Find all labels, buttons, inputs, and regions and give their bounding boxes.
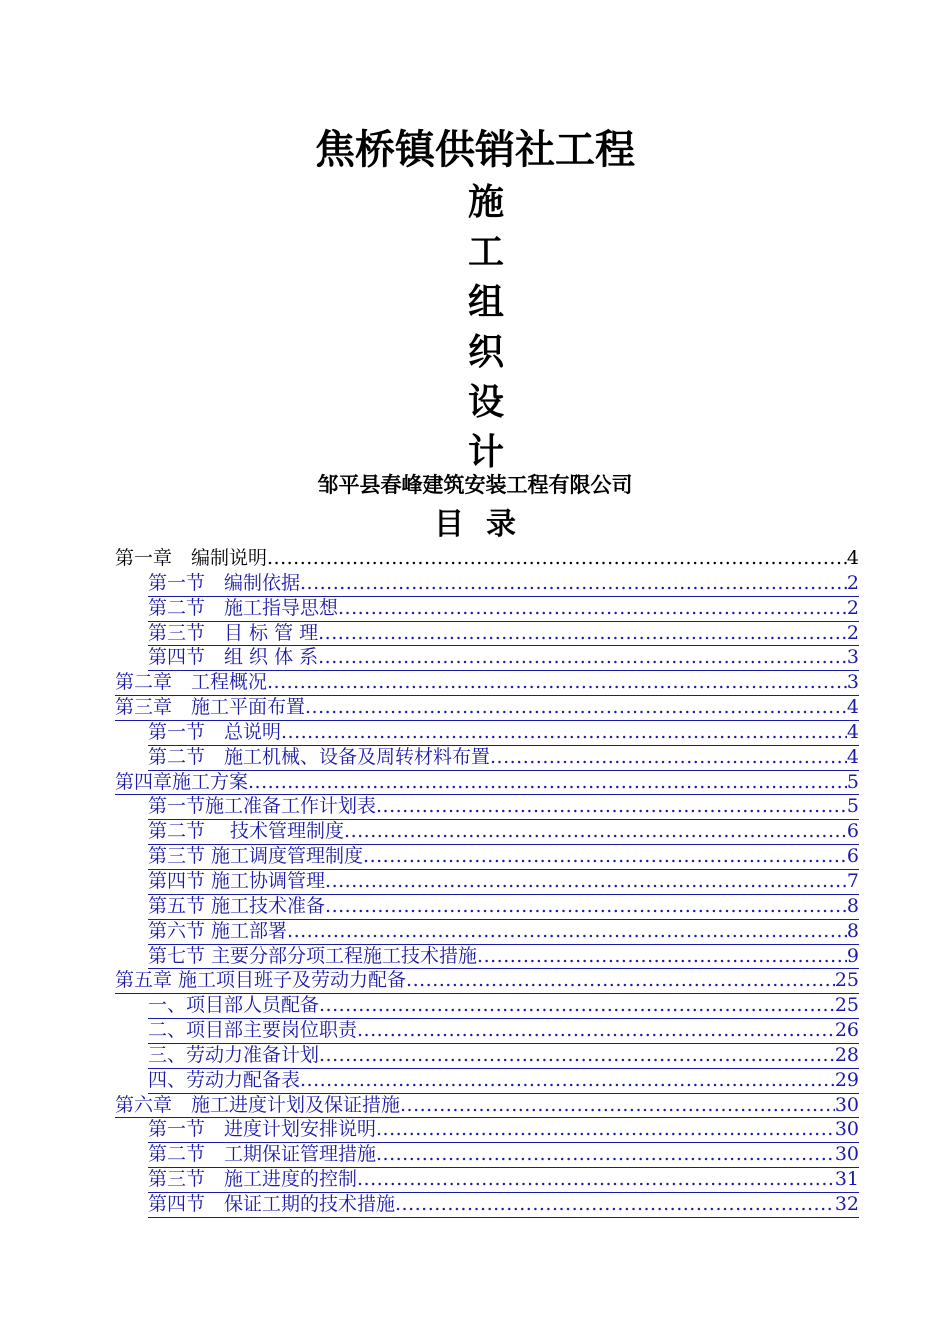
- toc-section-link[interactable]: [148, 993, 859, 1019]
- toc-entry: [115, 968, 859, 993]
- toc-entry-label: 第三节 施工调度管理制度: [148, 844, 363, 870]
- toc-page-number: 30: [835, 1142, 859, 1168]
- toc-page-number: 2: [847, 596, 859, 622]
- toc-entry: [115, 894, 859, 919]
- toc-page-number: 3: [847, 670, 859, 696]
- toc-page-number: 4: [846, 547, 859, 569]
- toc-entry: [115, 993, 859, 1018]
- toc-entry-label: 第六章 施工进度计划及保证措施: [115, 1093, 400, 1119]
- toc-dot-leader: [300, 1068, 835, 1094]
- toc-page-number: 29: [835, 1068, 859, 1094]
- company-name: 邹平县春峰建筑安装工程有限公司: [317, 473, 633, 497]
- toc-entry-label: 第一节 编制依据: [148, 571, 300, 597]
- toc-entry-label: 第五节 施工技术准备: [148, 894, 325, 920]
- toc-page-number: 5: [847, 794, 859, 820]
- toc-entry-label: 一、项目部人员配备: [148, 993, 319, 1019]
- toc-section-link[interactable]: [148, 894, 859, 920]
- toc-entry: [115, 571, 859, 596]
- toc-dot-leader: [357, 1167, 835, 1193]
- toc-entry: [115, 1043, 859, 1068]
- vertical-title-char: 组: [467, 282, 504, 323]
- toc-dot-leader: [267, 670, 847, 696]
- toc-dot-leader: [490, 745, 847, 771]
- toc-dot-leader: [325, 894, 847, 920]
- toc-section-link[interactable]: [148, 621, 859, 647]
- toc-section-link[interactable]: [148, 571, 859, 597]
- toc-entry-label: 第三章 施工平面布置: [115, 695, 305, 721]
- toc-entry-label: 第三节 目 标 管 理: [148, 621, 318, 647]
- toc-section-link[interactable]: [148, 1043, 859, 1069]
- toc-heading: 目录: [434, 507, 538, 542]
- toc-section-link[interactable]: [148, 1068, 859, 1094]
- toc-entry: [115, 1093, 859, 1118]
- toc-page-number: 6: [847, 819, 859, 845]
- toc-section-link[interactable]: [148, 745, 859, 771]
- toc-section-link[interactable]: [148, 844, 859, 870]
- toc-entry-label: 二、项目部主要岗位职责: [148, 1018, 357, 1044]
- vertical-title-char: 织: [467, 332, 504, 373]
- toc-dot-leader: [319, 993, 835, 1019]
- toc-section-link[interactable]: [148, 1192, 859, 1218]
- toc-entry-label: 第四节 组 织 体 系: [148, 645, 318, 671]
- toc-entry-label: 第四章施工方案: [115, 770, 248, 796]
- toc-entry: [115, 1068, 859, 1093]
- toc-entry: [115, 546, 859, 571]
- toc-dot-leader: [318, 645, 847, 671]
- toc-entry-label: 第一章 编制说明: [115, 547, 268, 569]
- toc-dot-leader: [406, 968, 835, 994]
- toc-entry: [115, 1142, 859, 1167]
- toc-entry: [115, 869, 859, 894]
- toc-entry: [115, 720, 859, 745]
- toc-entry: [115, 794, 859, 819]
- toc-entry-label: 第二节 施工指导思想: [148, 596, 338, 622]
- table-of-contents: [115, 546, 859, 1217]
- toc-page-number: 28: [835, 1043, 859, 1069]
- toc-dot-leader: [305, 695, 847, 721]
- toc-dot-leader: [300, 571, 847, 597]
- vertical-title-char: 设: [467, 382, 504, 423]
- toc-entry: [115, 1192, 859, 1217]
- toc-entry-label: 第二节 工期保证管理措施: [148, 1142, 376, 1168]
- toc-entry: [115, 844, 859, 869]
- toc-entry-label: 第一节 进度计划安排说明: [148, 1117, 376, 1143]
- toc-page-number: 6: [847, 844, 859, 870]
- toc-page-number: 7: [847, 869, 859, 895]
- toc-entry-label: 第二节 施工机械、设备及周转材料布置: [148, 745, 490, 771]
- toc-page-number: 2: [847, 571, 859, 597]
- toc-section-link[interactable]: [148, 1167, 859, 1193]
- toc-page-number: 4: [847, 695, 859, 721]
- toc-section-link[interactable]: [148, 645, 859, 671]
- toc-chapter-link[interactable]: [115, 770, 859, 796]
- toc-chapter-link[interactable]: [115, 968, 859, 994]
- toc-dot-leader: [376, 1142, 835, 1168]
- toc-section-link[interactable]: [148, 819, 859, 845]
- toc-entry-label: 第一节 总说明: [148, 720, 281, 746]
- toc-page-number: 4: [847, 720, 859, 746]
- toc-entry: [115, 645, 859, 670]
- toc-entry-label: 第六节 施工部署: [148, 919, 287, 945]
- toc-entry-label: 第四节 保证工期的技术措施: [148, 1192, 395, 1218]
- vertical-title-char: 工: [467, 232, 504, 273]
- toc-dot-leader: [344, 819, 847, 845]
- toc-chapter-link[interactable]: [115, 670, 859, 696]
- toc-dot-leader: [325, 869, 847, 895]
- toc-section-link[interactable]: [148, 944, 859, 970]
- toc-entry: [115, 695, 859, 720]
- toc-entry: [115, 745, 859, 770]
- toc-page-number: 30: [835, 1093, 859, 1119]
- toc-entry: [115, 621, 859, 646]
- toc-dot-leader: [357, 1018, 835, 1044]
- toc-chapter-link[interactable]: [115, 1093, 859, 1119]
- toc-page-number: 8: [847, 894, 859, 920]
- toc-dot-leader: [363, 844, 847, 870]
- toc-entry-label: 第二节 技术管理制度: [148, 819, 344, 845]
- toc-entry-label: 第二章 工程概况: [115, 670, 267, 696]
- toc-chapter-link[interactable]: [115, 695, 859, 721]
- toc-page-number: 8: [847, 919, 859, 945]
- toc-entry: [115, 1117, 859, 1142]
- toc-page-number: 2: [847, 621, 859, 647]
- toc-dot-leader: [395, 1192, 835, 1218]
- toc-dot-leader: [281, 720, 847, 746]
- toc-entry: [115, 819, 859, 844]
- vertical-title-char: 计: [467, 432, 504, 473]
- toc-page-number: 31: [835, 1167, 859, 1193]
- toc-chapter-link[interactable]: [115, 546, 859, 571]
- toc-entry-label: 第一节施工准备工作计划表: [148, 794, 376, 820]
- toc-dot-leader: [287, 919, 847, 945]
- toc-dot-leader: [400, 1093, 835, 1119]
- toc-entry-label: 第三节 施工进度的控制: [148, 1167, 357, 1193]
- vertical-title-char: 施: [467, 182, 504, 223]
- toc-section-link[interactable]: [148, 1142, 859, 1168]
- toc-entry: [115, 596, 859, 621]
- toc-dot-leader: [319, 1043, 835, 1069]
- toc-section-link[interactable]: [148, 720, 859, 746]
- toc-entry: [115, 1167, 859, 1192]
- toc-section-link[interactable]: [148, 1117, 859, 1143]
- document-title: 焦桥镇供销社工程: [315, 127, 635, 173]
- toc-page-number: 26: [835, 1018, 859, 1044]
- toc-entry: [115, 770, 859, 795]
- toc-section-link[interactable]: [148, 794, 859, 820]
- toc-entry: [115, 944, 859, 969]
- toc-page-number: 4: [847, 745, 859, 771]
- toc-entry-label: 第七节 主要分部分项工程施工技术措施: [148, 944, 477, 970]
- toc-dot-leader: [376, 1117, 835, 1143]
- toc-entry: [115, 670, 859, 695]
- toc-section-link[interactable]: [148, 596, 859, 622]
- toc-section-link[interactable]: [148, 919, 859, 945]
- toc-dot-leader: [477, 944, 847, 970]
- toc-entry-label: 三、劳动力准备计划: [148, 1043, 319, 1069]
- vertical-title: [0, 178, 950, 478]
- toc-entry: [115, 1018, 859, 1043]
- toc-entry-label: 第五章 施工项目班子及劳动力配备: [115, 968, 406, 994]
- toc-dot-leader: [267, 546, 847, 571]
- toc-page-number: 25: [835, 993, 859, 1019]
- toc-page-number: 25: [835, 968, 859, 994]
- toc-section-link[interactable]: [148, 869, 859, 895]
- toc-dot-leader: [376, 794, 847, 820]
- toc-page-number: 9: [847, 944, 859, 970]
- toc-dot-leader: [248, 770, 847, 796]
- toc-section-link[interactable]: [148, 1018, 859, 1044]
- toc-page-number: 5: [847, 770, 859, 796]
- toc-entry-label: 四、劳动力配备表: [148, 1068, 300, 1094]
- toc-dot-leader: [338, 596, 847, 622]
- toc-page-number: 3: [847, 645, 859, 671]
- toc-entry-label: 第四节 施工协调管理: [148, 869, 325, 895]
- toc-page-number: 30: [835, 1117, 859, 1143]
- toc-dot-leader: [318, 621, 847, 647]
- toc-entry: [115, 919, 859, 944]
- toc-page-number: 32: [835, 1192, 859, 1218]
